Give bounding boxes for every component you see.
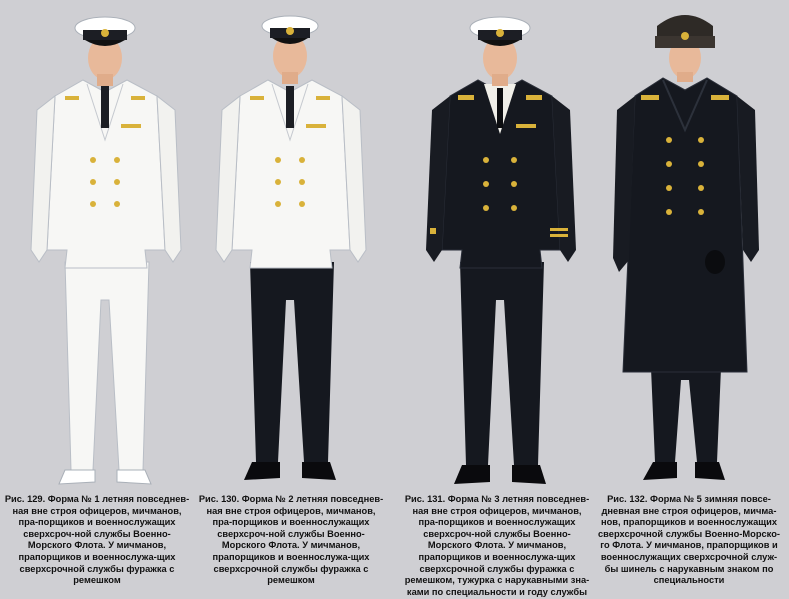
white-tunic-icon xyxy=(216,80,366,268)
black-greatcoat-icon xyxy=(613,78,759,372)
figure-132 xyxy=(605,0,765,490)
black-tunic-icon xyxy=(426,80,576,268)
white-trousers-icon xyxy=(65,262,149,470)
black-shoes-icon xyxy=(244,462,336,480)
black-trousers-icon xyxy=(250,262,334,462)
white-shoes-icon xyxy=(59,470,151,484)
black-shoes-icon xyxy=(454,465,546,484)
black-trousers-icon xyxy=(460,262,544,465)
fur-hat-icon xyxy=(655,15,715,48)
black-trousers-icon xyxy=(651,368,721,462)
white-tunic-icon xyxy=(31,80,181,268)
figure-131 xyxy=(420,0,580,490)
caption-131: Рис. 131. Форма № 3 летняя повседнев-ная вне строя офицеров, мичманов, пра-порщиков и военнослужащих сверхсроч-ной службы Военно-Морского Флота. У мичманов, прапорщиков и военнослужа-щих сверхсрочной службы фуражка с ремешком, тужурка с нарукавными зна-ками по специальности и году службы xyxy=(404,494,590,597)
caption-132: Рис. 132. Форма № 5 зимняя повсе-дневная вне строя офицеров, мичма-нов, прапорщиков и военнослужащих сверхсрочной службы Военно-Морско-го Флота. У мичманов, прапорщиков и военнослужащих сверхсрочной служ-бы шинель с нарукавным знаком по специальности xyxy=(598,494,780,586)
white-peaked-cap-icon xyxy=(75,17,135,46)
caption-129: Рис. 129. Форма № 1 летняя повседнев-ная вне строя офицеров, мичманов, пра-порщиков и военнослужащих сверхсроч-ной службы Военно-Морского Флота. У мичманов, прапорщиков и военнослужа-щих сверхсрочной службы фуражка с ремешком xyxy=(4,494,190,586)
figure-130 xyxy=(210,0,370,490)
white-peaked-cap-icon xyxy=(262,16,318,44)
caption-130: Рис. 130. Форма № 2 летняя повседнев-ная вне строя офицеров, мичманов, пра-порщиков и военнослужащих сверхсроч-ной службы Военно-Морского Флота. У мичманов, прапорщиков и военнослужа-щих сверхсрочной службы фуражка с ремешком xyxy=(198,494,384,586)
black-shoes-icon xyxy=(643,462,725,480)
white-peaked-cap-icon xyxy=(470,17,530,46)
figure-129 xyxy=(25,0,185,490)
